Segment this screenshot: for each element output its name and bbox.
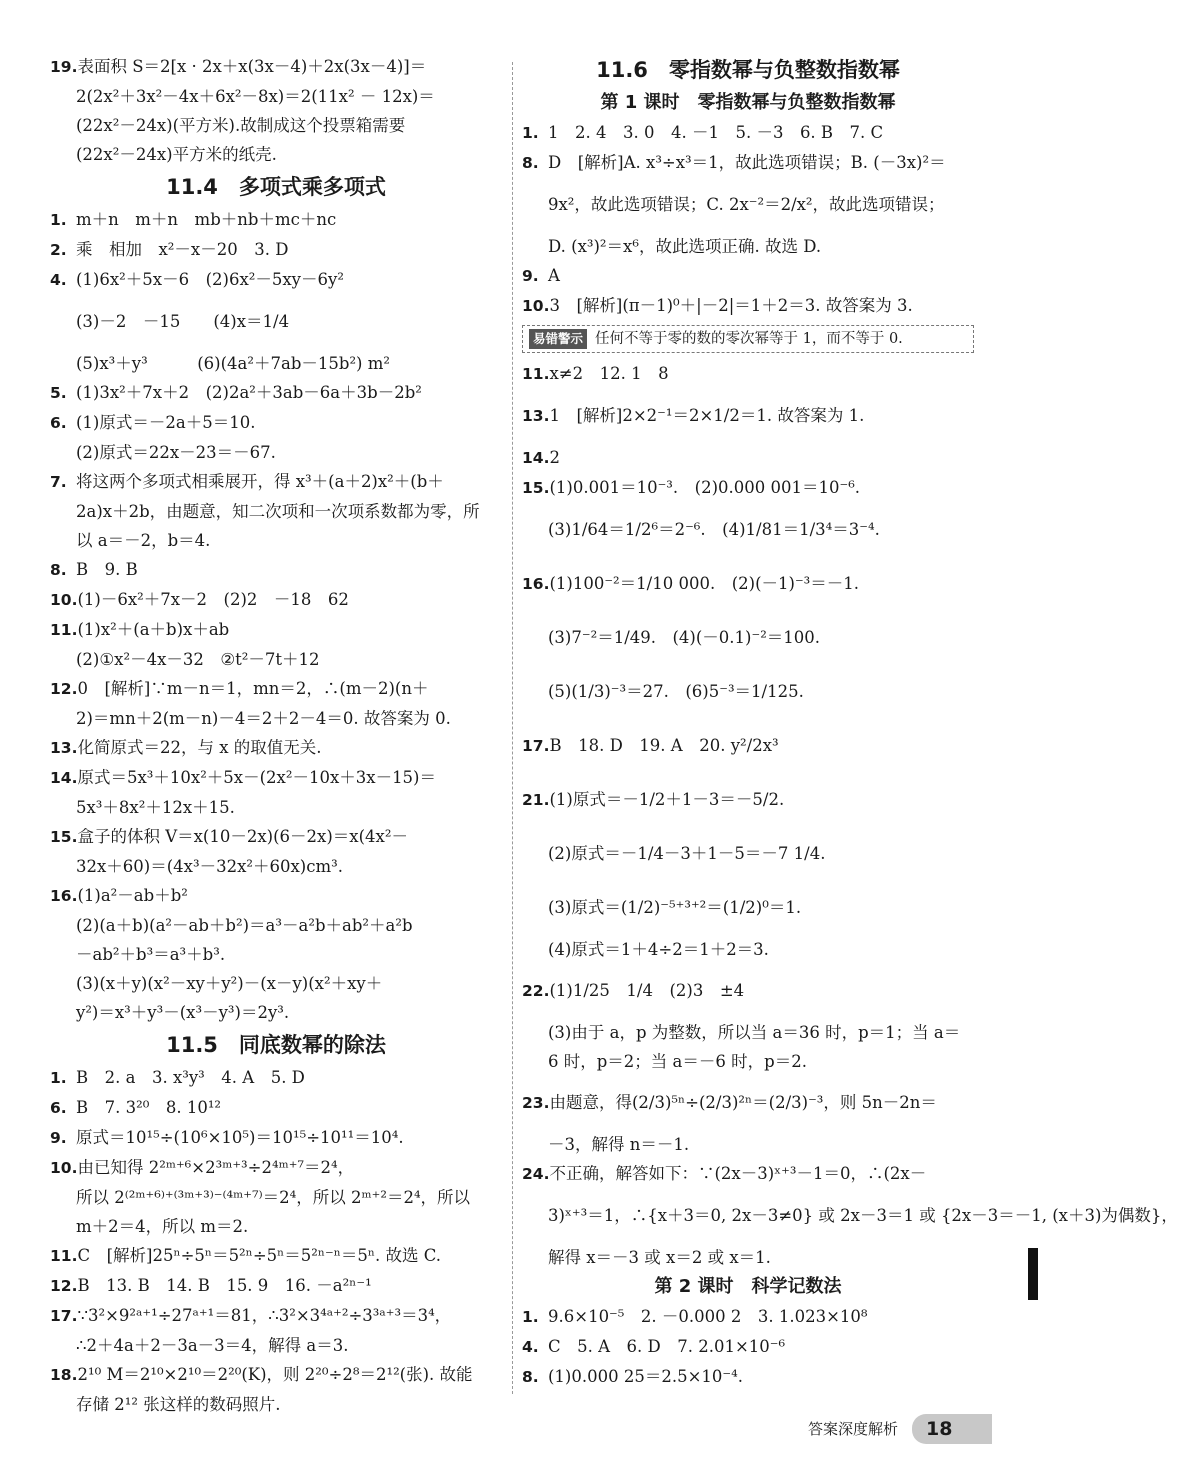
- answer-item: [522, 148, 974, 178]
- answer-continuation: [50, 295, 502, 349]
- answer-text: (5)(1/3)⁻³＝27. (6)5⁻³＝1/125.: [548, 682, 804, 701]
- answer-number: 12.: [50, 1277, 78, 1295]
- answer-text: ∴2＋4a＋2－3a－3＝4，解得 a＝3.: [76, 1336, 349, 1355]
- answer-number: 10.: [522, 297, 550, 315]
- answer-continuation: [522, 1018, 974, 1047]
- answer-item: [522, 473, 974, 503]
- answer-item: [522, 261, 974, 291]
- answer-number: 7.: [50, 473, 67, 491]
- error-warning-box: [522, 325, 974, 353]
- answer-text: －3，解得 n＝－1.: [548, 1135, 690, 1154]
- answer-number: 6.: [50, 1099, 67, 1117]
- answer-continuation: [50, 793, 502, 822]
- answer-number: 14.: [522, 449, 550, 467]
- answer-text: (3)1/64＝1/2⁶＝2⁻⁶. (4)1/81＝1/3⁴＝3⁻⁴.: [548, 520, 880, 539]
- answer-text: 2¹⁰ M＝2¹⁰×2¹⁰＝2²⁰(K)，则 2²⁰÷2⁸＝2¹²(张). 故能: [77, 1365, 473, 1384]
- answer-item: [50, 1063, 502, 1093]
- answer-text: (22x²－24x)(平方米).故制成这个投票箱需要: [76, 116, 406, 135]
- answer-text: (3)(x＋y)(x²－xy＋y²)－(x－y)(x²＋xy＋: [76, 974, 383, 993]
- answer-text: (1)x²＋(a＋b)x＋ab: [77, 620, 230, 639]
- answer-continuation: [50, 140, 502, 169]
- answer-text: 3)ˣ⁺³＝1，∴{x＋3＝0, 2x－3≠0} 或 2x－3＝1 或 {2x－3＝－1, (x＋3)为偶数}，: [548, 1206, 1178, 1225]
- answer-text: 原式＝5x³＋10x²＋5x－(2x²－10x＋3x－15)＝: [77, 768, 436, 787]
- warning-tag: 易错警示: [529, 329, 587, 349]
- answer-text: (1)a²－ab＋b²: [77, 886, 188, 905]
- answer-continuation: [50, 940, 502, 969]
- answer-continuation: [50, 1183, 502, 1212]
- answer-text: 存储 2¹² 张这样的数码照片.: [76, 1395, 281, 1414]
- answer-item: [522, 389, 974, 443]
- answer-number: 21.: [522, 791, 550, 809]
- answer-text: (3)由于 a，p 为整数，所以当 a＝36 时，p＝1；当 a＝: [548, 1023, 961, 1042]
- answer-text: 由已知得 2²ᵐ⁺⁶×2³ᵐ⁺³÷2⁴ᵐ⁺⁷＝2⁴，: [77, 1158, 355, 1177]
- answer-text: A: [548, 266, 560, 285]
- answer-continuation: [522, 503, 974, 557]
- answer-text: (2)①x²－4x－32 ②t²－7t＋12: [76, 650, 320, 669]
- answer-number: 14.: [50, 769, 78, 787]
- answer-text: (1)6x²＋5x－6 (2)6x²－5xy－6y²: [76, 270, 344, 289]
- answer-text: (1)1/25 1/4 (2)3 ±4: [549, 981, 745, 1000]
- answer-text: (3)7⁻²＝1/49. (4)(－0.1)⁻²＝100.: [548, 628, 821, 647]
- answer-continuation: [50, 82, 502, 111]
- answer-text: 6 时，p＝2；当 a＝－6 时，p＝2.: [548, 1052, 807, 1071]
- answer-number: 2.: [50, 241, 67, 259]
- answer-text: m＋2＝4，所以 m＝2.: [76, 1217, 249, 1236]
- answer-text: 解得 x＝－3 或 x＝2 或 x＝1.: [548, 1248, 771, 1267]
- answer-item: [50, 1360, 502, 1390]
- answer-number: 11.: [522, 365, 550, 383]
- answer-item: [50, 265, 502, 295]
- answer-text: 化简原式＝22，与 x 的取值无关.: [77, 738, 322, 757]
- answer-text: (4)原式＝1＋4÷2＝1＋2＝3.: [548, 940, 769, 959]
- answer-number: 13.: [50, 739, 78, 757]
- footer-label: 答案深度解析: [808, 1420, 899, 1438]
- answer-text: m＋n m＋n mb＋nb＋mc＋nc: [76, 210, 337, 229]
- answer-item: [50, 1271, 502, 1301]
- answer-text: (1)－6x²＋7x－2 (2)2 －18 62: [77, 590, 349, 609]
- warning-text: 任何不等于零的数的零次幂等于 1，而不等于 0.: [595, 331, 903, 347]
- answer-continuation: [50, 526, 502, 555]
- column-divider: [512, 62, 513, 1394]
- answer-text: 乘 相加 x²－x－20 3. D: [76, 240, 289, 259]
- answer-number: 9.: [50, 1129, 67, 1147]
- answer-item: [50, 52, 502, 82]
- answer-item: [50, 555, 502, 585]
- answer-item: [522, 773, 974, 827]
- answer-item: [522, 1362, 974, 1392]
- answer-text: B 18. D 19. A 20. y²/2x³: [549, 736, 779, 755]
- answer-continuation: [50, 497, 502, 526]
- answer-item: [50, 822, 502, 852]
- answer-continuation: [50, 1212, 502, 1241]
- answer-item: [50, 763, 502, 793]
- answer-continuation: [50, 111, 502, 140]
- answer-text: C [解析]25ⁿ÷5ⁿ＝5²ⁿ÷5ⁿ＝5²ⁿ⁻ⁿ＝5ⁿ. 故选 C.: [77, 1246, 442, 1265]
- answer-item: [50, 1301, 502, 1331]
- answer-item: [50, 378, 502, 408]
- answer-item: [50, 235, 502, 265]
- answer-text: 9x²，故此选项错误；C. 2x⁻²＝2/x²，故此选项错误；: [548, 195, 945, 214]
- answer-number: 16.: [522, 575, 550, 593]
- section-title: 11.6 零指数幂与负整数指数幂: [596, 58, 900, 82]
- answer-text: C 5. A 6. D 7. 2.01×10⁻⁶: [548, 1337, 786, 1356]
- answer-number: 8.: [50, 561, 67, 579]
- answer-number: 11.: [50, 621, 78, 639]
- answer-number: 4.: [522, 1338, 539, 1356]
- answer-text: (2)原式＝－1/4－3＋1－5＝－7 1/4.: [548, 844, 826, 863]
- answer-continuation: [522, 1047, 974, 1076]
- answer-number: 10.: [50, 1159, 78, 1177]
- answer-text: 2(2x²＋3x²－4x＋6x²－8x)＝2(11x² － 12x)＝: [76, 87, 435, 106]
- answer-text: 2: [549, 448, 560, 467]
- answer-text: (1)100⁻²＝1/10 000. (2)(－1)⁻³＝－1.: [549, 574, 860, 593]
- answer-text: B 13. B 14. B 15. 9 16. －a²ⁿ⁻¹: [77, 1276, 372, 1295]
- answer-text: B 2. a 3. x³y³ 4. A 5. D: [76, 1068, 305, 1087]
- answer-number: 1.: [522, 1308, 539, 1326]
- answer-number: 8.: [522, 154, 539, 172]
- answer-number: 6.: [50, 414, 67, 432]
- answer-text: x≠2 12. 1 8: [549, 364, 669, 383]
- answer-continuation: [50, 438, 502, 467]
- answer-continuation: [522, 1243, 974, 1272]
- answer-continuation: [50, 1331, 502, 1360]
- answer-continuation: [50, 349, 502, 378]
- answer-text: －ab²＋b³＝a³＋b³.: [76, 945, 226, 964]
- answer-number: 17.: [522, 737, 550, 755]
- answer-text: 表面积 S＝2[x · 2x＋x(3x－4)＋2x(3x－4)]＝: [77, 57, 427, 76]
- answer-item: [522, 1076, 974, 1130]
- answer-item: [522, 443, 974, 473]
- answer-number: 1.: [50, 1069, 67, 1087]
- answer-text: (3)原式＝(1/2)⁻⁵⁺³⁺²＝(1/2)⁰＝1.: [548, 898, 802, 917]
- answer-text: y²)＝x³＋y³－(x³－y³)＝2y³.: [76, 1003, 290, 1022]
- answer-item: [50, 205, 502, 235]
- right-column: [522, 52, 1178, 1392]
- answer-text: 由题意，得(2/3)⁵ⁿ÷(2/3)²ⁿ＝(2/3)⁻³，则 5n－2n＝: [549, 1093, 937, 1112]
- answer-text: 以 a＝－2，b＝4.: [76, 531, 211, 550]
- answer-item: [50, 733, 502, 763]
- answer-number: 13.: [522, 407, 550, 425]
- answer-text: B 7. 3²⁰ 8. 10¹²: [76, 1098, 222, 1117]
- answer-text: (22x²－24x)平方米的纸壳.: [76, 145, 277, 164]
- answer-number: 15.: [50, 828, 78, 846]
- answer-text: 1 2. 4 3. 0 4. －1 5. －3 6. B 7. C: [548, 123, 884, 142]
- answer-text: 0 [解析]∵m－n＝1，mn＝2，∴(m－2)(n＋: [77, 679, 429, 698]
- answer-number: 5.: [50, 384, 67, 402]
- answer-continuation: [50, 969, 502, 998]
- answer-continuation: [522, 232, 974, 261]
- answer-item: [50, 1241, 502, 1271]
- answer-text: (1)3x²＋7x＋2 (2)2a²＋3ab－6a＋3b－2b²: [76, 383, 422, 402]
- answer-number: 9.: [522, 267, 539, 285]
- answer-continuation: [522, 178, 974, 232]
- answer-item: [50, 585, 502, 615]
- answer-item: [50, 881, 502, 911]
- answer-item: [522, 1302, 974, 1332]
- answer-number: 10.: [50, 591, 78, 609]
- answer-item: [522, 1159, 974, 1189]
- answer-text: (5)x³＋y³ (6)(4a²＋7ab－15b²) m²: [76, 354, 390, 373]
- answer-continuation: [522, 935, 974, 964]
- left-column: [50, 52, 502, 1419]
- answer-item: [522, 1332, 974, 1362]
- lesson-title: 第 2 课时 科学记数法: [654, 1276, 842, 1297]
- answer-text: 2)＝mn＋2(m－n)－4＝2＋2－4＝0. 故答案为 0.: [76, 709, 451, 728]
- answer-number: 24.: [522, 1165, 550, 1183]
- answer-continuation: [522, 611, 974, 665]
- answer-text: 所以 2⁽²ᵐ⁺⁶⁾⁺⁽³ᵐ⁺³⁾⁻⁽⁴ᵐ⁺⁷⁾＝2⁴，所以 2ᵐ⁺²＝2⁴，所以: [76, 1188, 471, 1207]
- page-edge-mark: [1028, 1248, 1038, 1300]
- answer-text: 原式＝10¹⁵÷(10⁶×10⁵)＝10¹⁵÷10¹¹＝10⁴.: [76, 1128, 404, 1147]
- answer-item: [50, 674, 502, 704]
- section-title: 11.4 多项式乘多项式: [166, 175, 386, 199]
- answer-continuation: [522, 665, 974, 719]
- answer-item: [522, 291, 974, 321]
- answer-number: 15.: [522, 479, 550, 497]
- answer-text: 32x＋60)＝(4x³－32x²＋60x)cm³.: [76, 857, 343, 876]
- answer-number: 1.: [522, 124, 539, 142]
- answer-number: 12.: [50, 680, 78, 698]
- answer-number: 19.: [50, 58, 78, 76]
- answer-item: [522, 719, 974, 773]
- answer-text: (1)原式＝－2a＋5＝10.: [76, 413, 256, 432]
- answer-text: (2)(a＋b)(a²－ab＋b²)＝a³－a²b＋ab²＋a²b: [76, 916, 413, 935]
- answer-text: 9.6×10⁻⁵ 2. －0.000 2 3. 1.023×10⁸: [548, 1307, 868, 1326]
- answer-text: 1 [解析]2×2⁻¹＝2×1/2＝1. 故答案为 1.: [549, 406, 865, 425]
- answer-continuation: [522, 1189, 1178, 1243]
- answer-item: [522, 118, 974, 148]
- answer-text: (1)0.000 25＝2.5×10⁻⁴.: [548, 1367, 743, 1386]
- answer-continuation: [50, 1390, 502, 1419]
- answer-text: (1)0.001＝10⁻³. (2)0.000 001＝10⁻⁶.: [549, 478, 861, 497]
- answer-number: 4.: [50, 271, 67, 289]
- answer-text: (3)－2 －15 (4)x＝1/4: [76, 312, 290, 331]
- lesson-title: 第 1 课时 零指数幂与负整数指数幂: [600, 92, 896, 113]
- answer-continuation: [50, 911, 502, 940]
- answer-item: [50, 1153, 502, 1183]
- answer-continuation: [50, 704, 502, 733]
- answer-text: (2)原式＝22x－23＝－67.: [76, 443, 276, 462]
- answer-item: [50, 1093, 502, 1123]
- answer-continuation: [50, 998, 502, 1027]
- answer-text: ∵3²×9²ᵃ⁺¹÷27ᵃ⁺¹＝81，∴3²×3⁴ᵃ⁺²÷3³ᵃ⁺³＝3⁴，: [77, 1306, 452, 1325]
- answer-text: B 9. B: [76, 560, 138, 579]
- page-footer: [808, 1414, 992, 1444]
- answer-text: 3 [解析](π－1)⁰＋|－2|＝1＋2＝3. 故答案为 3.: [549, 296, 913, 315]
- answer-continuation: [50, 852, 502, 881]
- answer-continuation: [50, 645, 502, 674]
- answer-number: 11.: [50, 1247, 78, 1265]
- answer-item: [522, 557, 974, 611]
- answer-number: 16.: [50, 887, 78, 905]
- answer-continuation: [522, 881, 974, 935]
- answer-continuation: [522, 1130, 974, 1159]
- answer-item: [50, 408, 502, 438]
- answer-text: (1)原式＝－1/2＋1－3＝－5/2.: [549, 790, 785, 809]
- answer-text: D. (x³)²＝x⁶，故此选项正确. 故选 D.: [548, 237, 822, 256]
- answer-number: 1.: [50, 211, 67, 229]
- page-number: 18: [912, 1414, 992, 1444]
- answer-item: [50, 615, 502, 645]
- answer-continuation: [522, 827, 974, 881]
- answer-text: 将这两个多项式相乘展开，得 x³＋(a＋2)x²＋(b＋: [76, 472, 444, 491]
- answer-number: 22.: [522, 982, 550, 1000]
- section-title: 11.5 同底数幂的除法: [166, 1033, 386, 1057]
- answer-text: 盒子的体积 V＝x(10－2x)(6－2x)＝x(4x²－: [77, 827, 408, 846]
- answer-number: 18.: [50, 1366, 78, 1384]
- answer-text: D [解析]A. x³÷x³＝1，故此选项错误；B. (－3x)²＝: [548, 153, 946, 172]
- answer-item: [50, 1123, 502, 1153]
- answer-number: 17.: [50, 1307, 78, 1325]
- answer-number: 8.: [522, 1368, 539, 1386]
- answer-text: 5x³＋8x²＋12x＋15.: [76, 798, 235, 817]
- answer-text: 2a)x＋2b，由题意，知二次项和一次项系数都为零，所: [76, 502, 480, 521]
- answer-number: 23.: [522, 1094, 550, 1112]
- answer-text: 不正确，解答如下：∵(2x－3)ˣ⁺³－1＝0，∴(2x－: [549, 1164, 927, 1183]
- answer-item: [50, 467, 502, 497]
- answer-item: [522, 359, 974, 389]
- answer-item: [522, 964, 974, 1018]
